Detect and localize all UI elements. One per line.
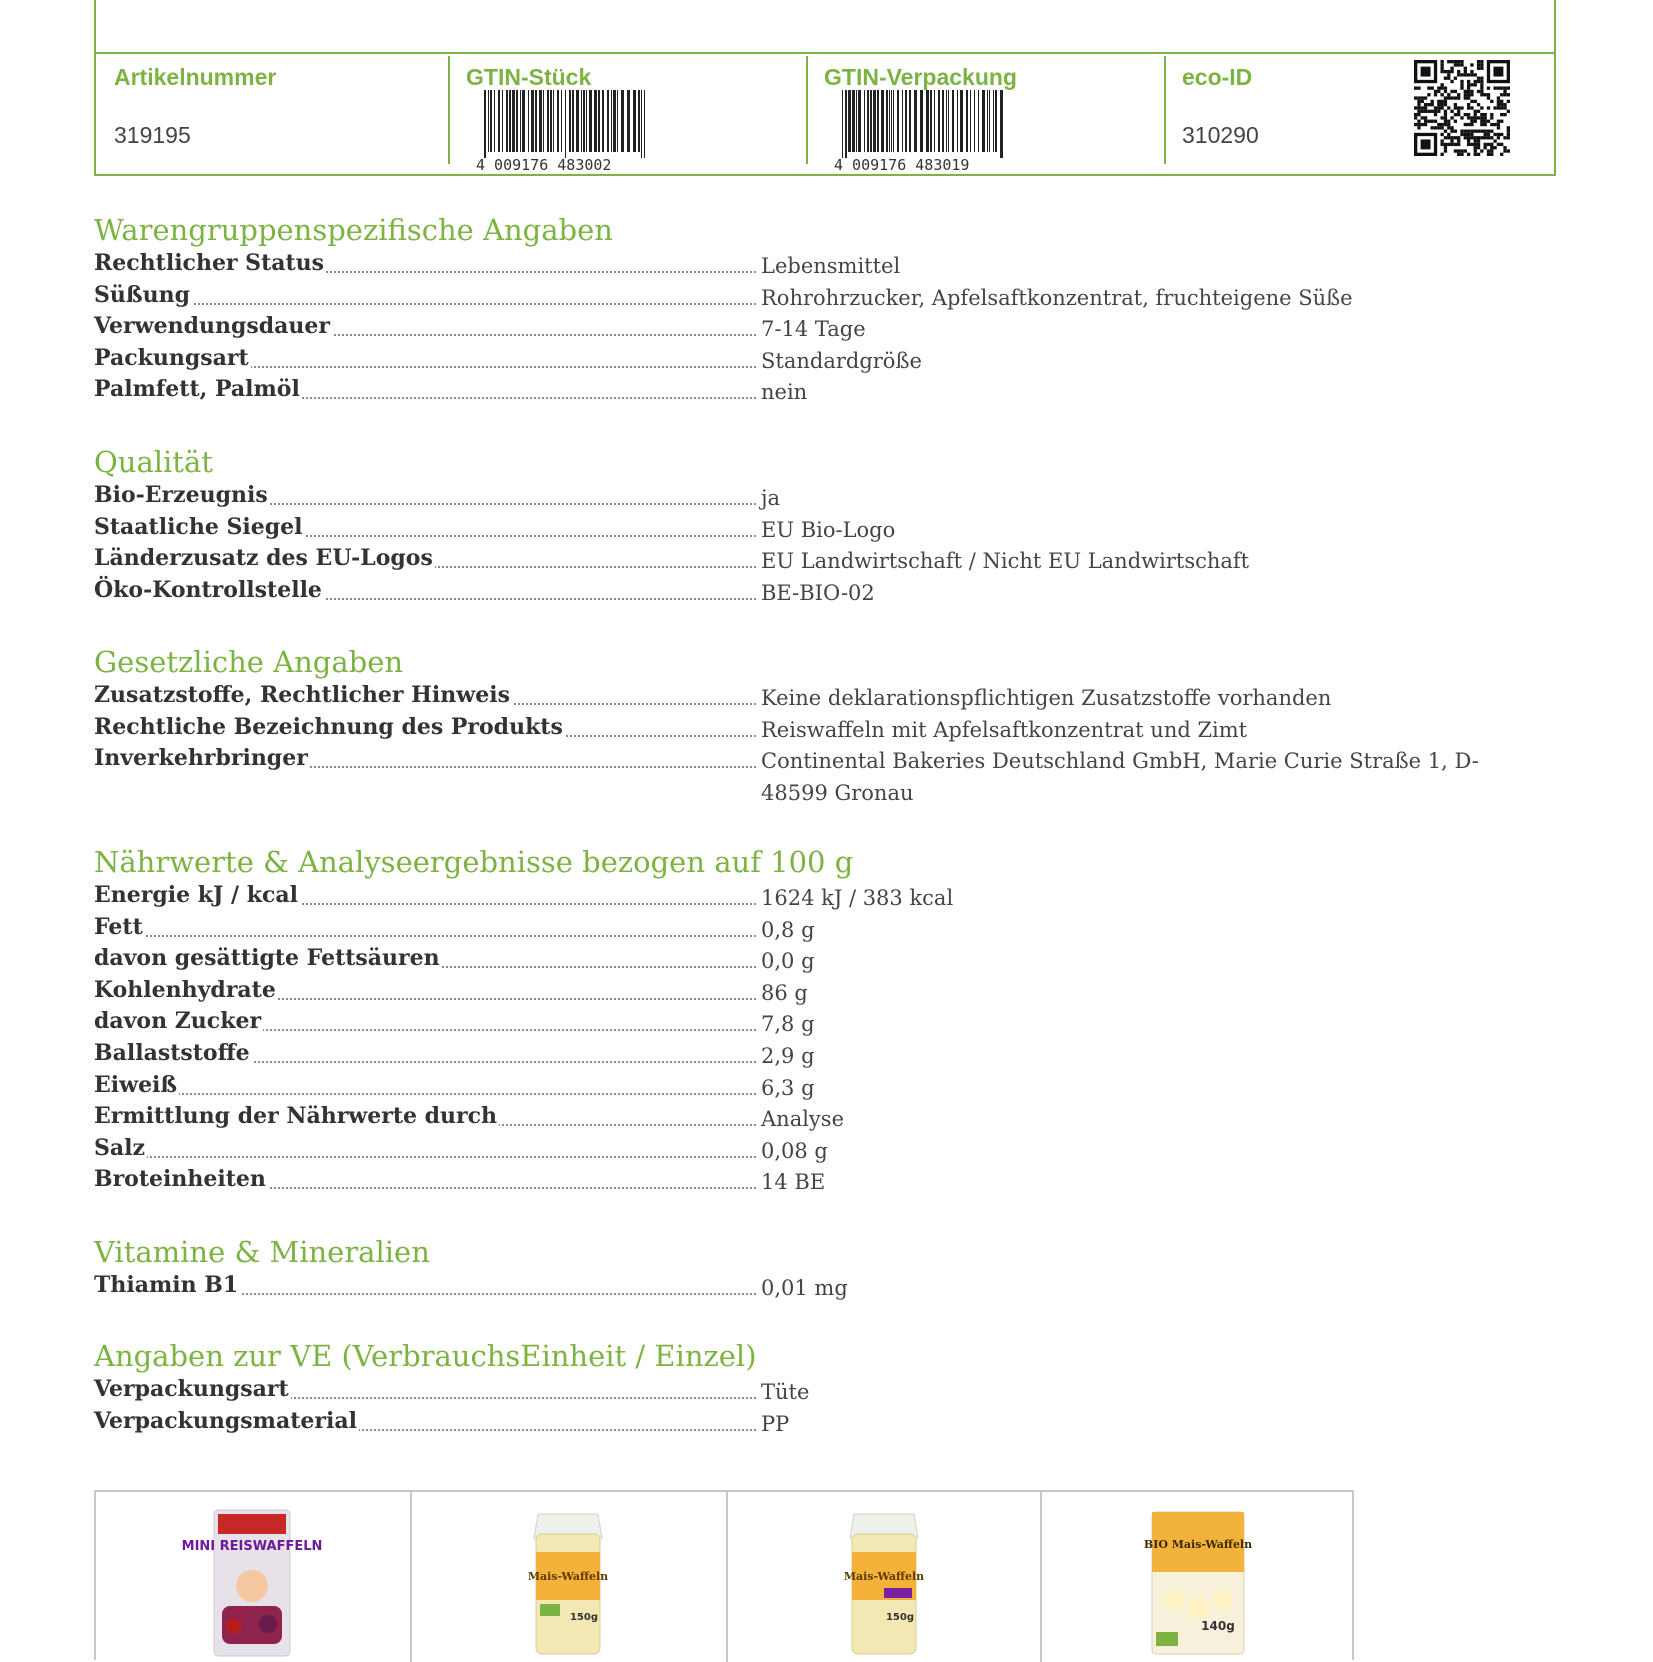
spec-value: 7,8 g: [761, 1012, 815, 1037]
spec-row: [94, 1006, 1494, 1038]
spec-label: [94, 543, 756, 574]
spec-label: [94, 1164, 756, 1195]
spec-label-text: Kohlenhydrate: [94, 976, 276, 1003]
spec-value: 2,9 g: [761, 1043, 815, 1068]
spec-label: [94, 1374, 756, 1405]
product-id-box: [94, 0, 1556, 176]
spec-label-text: Verwendungsdauer: [94, 313, 330, 340]
spec-row: [94, 1133, 1494, 1165]
spec-value: Continental Bakeries Deutschland GmbH, Marie Curie Straße 1, D-48599 Gronau: [761, 749, 1479, 805]
product-thumb-4[interactable]: [1040, 1492, 1354, 1662]
spec-label-text: Broteinheiten: [94, 1166, 266, 1193]
spec-label: [94, 280, 756, 311]
spec-label: [94, 1101, 756, 1132]
spec-label-text: Packungsart: [94, 344, 249, 371]
spec-value: Lebensmittel: [761, 254, 901, 278]
spec-label: [94, 1270, 756, 1301]
spec-row: [94, 1374, 1494, 1406]
product-thumb-2[interactable]: [410, 1492, 724, 1662]
spec-label-text: davon Zucker: [94, 1008, 262, 1035]
eco-id-label: eco-ID: [1182, 64, 1253, 90]
spec-row: [94, 975, 1494, 1007]
product-package-image: [1143, 1508, 1253, 1658]
spec-value: Analyse: [761, 1107, 844, 1132]
spec-value: Standardgröße: [761, 348, 922, 373]
spec-label: [94, 943, 756, 974]
spec-row: [94, 680, 1494, 712]
spec-row: [94, 1070, 1494, 1102]
spec-label-text: Palmfett, Palmöl: [94, 376, 300, 403]
spec-label-text: Verpackungsart: [94, 1376, 289, 1402]
spec-value: 1624 kJ / 383 kcal: [761, 886, 954, 910]
spec-value: Reiswaffeln mit Apfelsaftkonzentrat und Zimt: [761, 717, 1248, 742]
gtin-verpackung-cell: [806, 54, 1164, 174]
spec-label: [94, 480, 756, 511]
product-thumb-3[interactable]: [726, 1492, 1040, 1662]
spec-row: [94, 480, 1494, 512]
spec-label-text: Länderzusatz des EU-Logos: [94, 545, 433, 572]
spec-value: 0,0 g: [761, 949, 815, 974]
product-package-image: [528, 1508, 608, 1658]
spec-label: [94, 1038, 756, 1069]
section-ve: [94, 1338, 1494, 1437]
artikelnummer-cell: [96, 54, 448, 174]
spec-label: [94, 1133, 756, 1164]
spec-row: [94, 374, 1494, 406]
barcode-digits: 4 009176 483002: [476, 156, 612, 174]
spec-label-text: Inverkehrbringer: [94, 745, 308, 772]
spec-row: [94, 880, 1494, 912]
spec-value: 0,08 g: [761, 1138, 828, 1163]
spec-label: [94, 1406, 756, 1437]
spec-row: [94, 1164, 1494, 1196]
spec-label-text: Salz: [94, 1134, 145, 1161]
section-title: Warengruppenspezifische Angaben: [94, 213, 613, 247]
spec-value: Rohrohrzucker, Apfelsaftkonzentrat, fruchteigene Süße: [761, 285, 1353, 310]
spec-label-text: Rechtliche Bezeichnung des Produkts: [94, 713, 563, 740]
spec-label-text: Öko-Kontrollstelle: [94, 576, 322, 603]
product-thumb-1[interactable]: [96, 1492, 410, 1662]
section-title: Vitamine & Mineralien: [94, 1235, 430, 1269]
spec-row: [94, 1101, 1494, 1133]
spec-row: [94, 943, 1494, 975]
spec-label: [94, 512, 756, 543]
spec-label: [94, 1006, 756, 1037]
spec-label: [94, 975, 756, 1006]
section-title: Qualität: [94, 445, 213, 479]
dot-leader: [94, 935, 756, 937]
gtin-verpackung-label: GTIN-Verpackung: [824, 64, 1017, 90]
spec-label: [94, 712, 756, 743]
spec-label-text: Süßung: [94, 281, 190, 308]
product-weight: 140g: [1201, 1619, 1235, 1633]
spec-label: [94, 374, 756, 405]
spec-label-text: Rechtlicher Status: [94, 250, 325, 276]
spec-row: [94, 543, 1494, 575]
spec-value: BE-BIO-02: [761, 580, 875, 605]
spec-label: [94, 880, 756, 911]
spec-label-text: Energie kJ / kcal: [94, 882, 299, 908]
artikelnummer-value: 319195: [114, 122, 191, 148]
dot-leader: [94, 1156, 756, 1158]
spec-row: [94, 512, 1494, 544]
spec-label: [94, 912, 756, 943]
dot-leader: [94, 303, 756, 305]
section-gesetzlich: [94, 644, 1494, 806]
product-name: Mais-Waffeln: [843, 1570, 925, 1583]
spec-row: [94, 1406, 1494, 1438]
spec-value: EU Landwirtschaft / Nicht EU Landwirtschaft: [761, 549, 1250, 574]
spec-value: 0,01 mg: [761, 1276, 848, 1300]
eco-id-value: 310290: [1182, 122, 1259, 148]
spec-value: 14 BE: [761, 1170, 826, 1195]
spec-label: [94, 575, 756, 606]
product-weight: 150g: [569, 1612, 599, 1623]
related-products-gallery: [94, 1490, 1354, 1660]
section-title: Angaben zur VE (VerbrauchsEinheit / Einzel): [94, 1339, 757, 1373]
product-name: MINI REISWAFFELN: [181, 1539, 323, 1554]
spec-value: Tüte: [761, 1380, 810, 1404]
spec-value: 7-14 Tage: [761, 317, 866, 342]
section-qualitaet: [94, 444, 1494, 606]
spec-label-text: Thiamin B1: [94, 1272, 239, 1298]
spec-label-text: Ballaststoffe: [94, 1039, 250, 1066]
spec-value: Keine deklarationspflichtigen Zusatzstoffe vorhanden: [761, 686, 1332, 710]
spec-value: EU Bio-Logo: [761, 517, 896, 542]
spec-row: [94, 575, 1494, 607]
spec-value: 0,8 g: [761, 917, 815, 942]
dot-leader: [94, 1093, 756, 1095]
spec-label: [94, 743, 756, 774]
product-package-image: [844, 1508, 924, 1658]
spec-value: 6,3 g: [761, 1075, 815, 1100]
spec-value: ja: [761, 486, 781, 510]
product-name: BIO Mais-Waffeln: [1143, 1538, 1253, 1551]
spec-label-text: Eiweiß: [94, 1071, 178, 1098]
spec-label-text: Bio-Erzeugnis: [94, 482, 268, 508]
spec-label-text: Verpackungsmaterial: [94, 1407, 357, 1434]
spec-label-text: Fett: [94, 913, 143, 940]
gtin-stueck-cell: [448, 54, 806, 174]
spec-row: [94, 248, 1494, 280]
product-package-image: [181, 1508, 323, 1658]
spec-value: nein: [761, 380, 808, 405]
spec-row: [94, 712, 1494, 744]
product-name: Mais-Waffeln: [527, 1570, 609, 1583]
spec-label: [94, 248, 756, 279]
spec-label-text: Staatliche Siegel: [94, 513, 303, 540]
spec-label: [94, 680, 756, 711]
spec-label: [94, 311, 756, 342]
spec-label: [94, 343, 756, 374]
spec-label-text: Zusatzstoffe, Rechtlicher Hinweis: [94, 682, 510, 708]
barcode-gtin-stueck: [476, 90, 652, 172]
spec-row: [94, 1038, 1494, 1070]
spec-row: [94, 343, 1494, 375]
barcode-gtin-verpackung: [834, 90, 1010, 172]
spec-row: [94, 280, 1494, 312]
section-title: Gesetzliche Angaben: [94, 645, 404, 679]
section-warengruppe: [94, 212, 1494, 406]
eco-id-cell: [1164, 54, 1556, 174]
product-weight: 150g: [885, 1612, 915, 1623]
section-title: Nährwerte & Analyseergebnisse bezogen auf 100 g: [94, 845, 854, 879]
qr-code[interactable]: [1414, 60, 1510, 156]
spec-row: [94, 912, 1494, 944]
barcode-digits: 4 009176 483019: [834, 156, 970, 174]
section-naehrwerte: [94, 844, 1494, 1196]
artikelnummer-label: Artikelnummer: [114, 64, 277, 90]
spec-label-text: Ermittlung der Nährwerte durch: [94, 1103, 497, 1130]
spec-row: [94, 743, 1494, 806]
spec-label: [94, 1070, 756, 1101]
spec-row: [94, 1270, 1494, 1302]
spec-value: PP: [761, 1411, 790, 1436]
section-vitamine: [94, 1234, 1494, 1302]
spec-label-text: davon gesättigte Fettsäuren: [94, 945, 440, 972]
spec-row: [94, 311, 1494, 343]
spec-value: 86 g: [761, 980, 808, 1005]
gtin-stueck-label: GTIN-Stück: [466, 64, 592, 90]
